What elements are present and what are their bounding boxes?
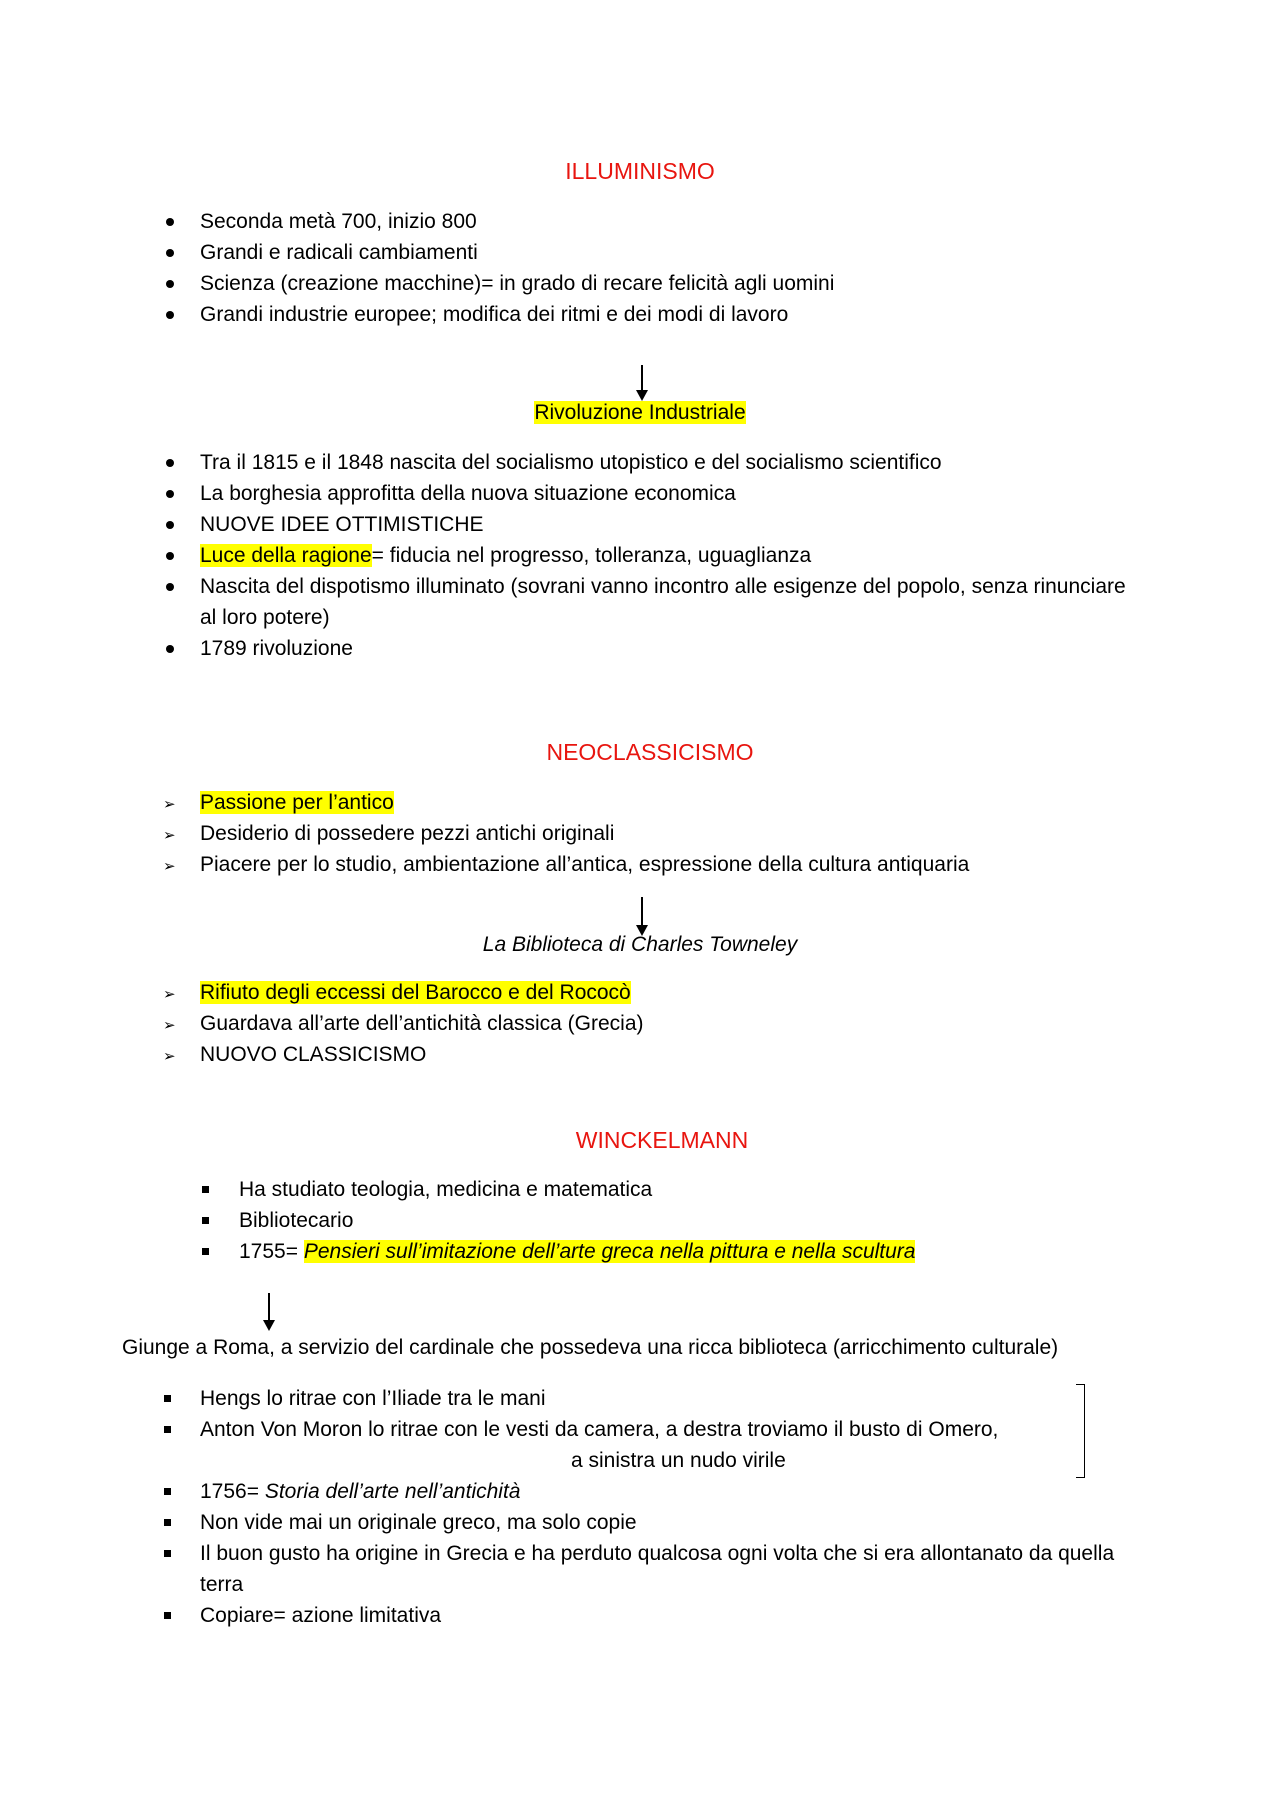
list-item: NUOVE IDEE OTTIMISTICHE — [200, 513, 484, 536]
bullet-dot — [166, 311, 174, 319]
list-item: Copiare= azione limitativa — [200, 1604, 442, 1627]
list-item: NUOVO CLASSICISMO — [200, 1043, 427, 1066]
down-arrow-icon — [268, 1293, 270, 1322]
list-item: Anton Von Moron lo ritrae con le vesti da camera, a destra troviamo il busto di Omero, — [200, 1418, 999, 1441]
list-item: 1789 rivoluzione — [200, 637, 353, 660]
bullet-dot — [166, 521, 174, 529]
list-item: Piacere per lo studio, ambientazione all’antica, espressione della cultura antiquaria — [200, 853, 970, 876]
list-item: Scienza (creazione macchine)= in grado di recare felicità agli uomini — [200, 272, 835, 295]
arrow-bullet-icon: ➢ — [163, 827, 176, 844]
right-bracket-icon — [1076, 1384, 1085, 1478]
square-bullet-icon — [164, 1426, 171, 1433]
square-bullet-icon — [164, 1612, 171, 1619]
list-item: Il buon gusto ha origine in Grecia e ha perduto qualcosa ogni volta che si era allontanato da quella — [200, 1542, 1115, 1565]
square-bullet-icon — [202, 1217, 209, 1224]
arrow-bullet-icon: ➢ — [163, 796, 176, 813]
highlighted-text: Luce della ragione — [200, 544, 372, 567]
arrow-bullet-icon: ➢ — [163, 1048, 176, 1065]
bullet-dot — [166, 280, 174, 288]
list-item-continuation: al loro potere) — [200, 606, 330, 629]
list-item-text: 1755= — [239, 1240, 304, 1263]
bullet-dot — [166, 583, 174, 591]
arrow-bullet-icon: ➢ — [163, 858, 176, 875]
square-bullet-icon — [202, 1248, 209, 1255]
bullet-dot — [166, 552, 174, 560]
list-item: Grandi industrie europee; modifica dei ritmi e dei modi di lavoro — [200, 303, 789, 326]
list-item-pensieri — [239, 1239, 915, 1265]
list-item: Grandi e radicali cambiamenti — [200, 241, 478, 264]
square-bullet-icon — [164, 1519, 171, 1526]
bullet-dot — [166, 218, 174, 226]
highlighted-text: Rifiuto degli eccessi del Barocco e del Rococò — [200, 981, 631, 1004]
list-item-text: 1756= — [200, 1480, 265, 1503]
section-title-neoclassicismo: NEOCLASSICISMO — [546, 739, 754, 765]
arrow-bullet-icon: ➢ — [163, 986, 176, 1003]
down-arrow-icon — [641, 365, 643, 392]
down-arrow-icon — [641, 897, 643, 927]
list-item: Non vide mai un originale greco, ma solo copie — [200, 1511, 637, 1534]
list-item-continuation: terra — [200, 1573, 244, 1596]
arrow-bullet-icon: ➢ — [163, 1017, 176, 1034]
list-item-rifiuto — [200, 980, 631, 1006]
section-title-illuminismo: ILLUMINISMO — [565, 158, 715, 184]
list-item-passione — [200, 790, 394, 816]
square-bullet-icon — [164, 1488, 171, 1495]
list-item: Nascita del dispotismo illuminato (sovrani vanno incontro alle esigenze del popolo, senza rinunciare — [200, 575, 1126, 598]
list-item: Guardava all’arte dell’antichità classica (Grecia) — [200, 1012, 644, 1035]
highlighted-text: Rivoluzione Industriale — [534, 401, 746, 424]
arrow-label-rivoluzione — [0, 400, 1280, 426]
arrow-head-icon — [263, 1320, 275, 1331]
list-item: Bibliotecario — [239, 1209, 354, 1232]
list-item-luce — [200, 543, 811, 569]
list-item-storia — [200, 1479, 520, 1505]
list-item-continuation: a sinistra un nudo virile — [571, 1449, 786, 1472]
bullet-dot — [166, 490, 174, 498]
square-bullet-icon — [164, 1395, 171, 1402]
list-item-text: = fiducia nel progresso, tolleranza, uguaglianza — [371, 544, 812, 567]
list-item: La borghesia approfitta della nuova situazione economica — [200, 482, 736, 505]
list-item: Ha studiato teologia, medicina e matematica — [239, 1178, 653, 1201]
list-item: Hengs lo ritrae con l’Iliade tra le mani — [200, 1387, 546, 1410]
arrow-label-biblioteca: La Biblioteca di Charles Towneley — [482, 933, 798, 956]
square-bullet-icon — [202, 1186, 209, 1193]
bullet-dot — [166, 459, 174, 467]
paragraph-roma: Giunge a Roma, a servizio del cardinale che possedeva una ricca biblioteca (arricchimento culturale) — [122, 1336, 1059, 1359]
italic-text: Storia dell’arte nell’antichità — [264, 1480, 521, 1503]
bullet-dot — [166, 645, 174, 653]
bullet-dot — [166, 249, 174, 257]
list-item: Tra il 1815 e il 1848 nascita del socialismo utopistico e del socialismo scientifico — [200, 451, 942, 474]
section-title-winckelmann: WINCKELMANN — [575, 1127, 749, 1153]
highlighted-text: Passione per l’antico — [200, 791, 394, 814]
list-item: Desiderio di possedere pezzi antichi originali — [200, 822, 615, 845]
highlighted-text: Pensieri sull’imitazione dell’arte greca nella pittura e nella scultura — [303, 1240, 916, 1263]
list-item: Seconda metà 700, inizio 800 — [200, 210, 477, 233]
square-bullet-icon — [164, 1550, 171, 1557]
